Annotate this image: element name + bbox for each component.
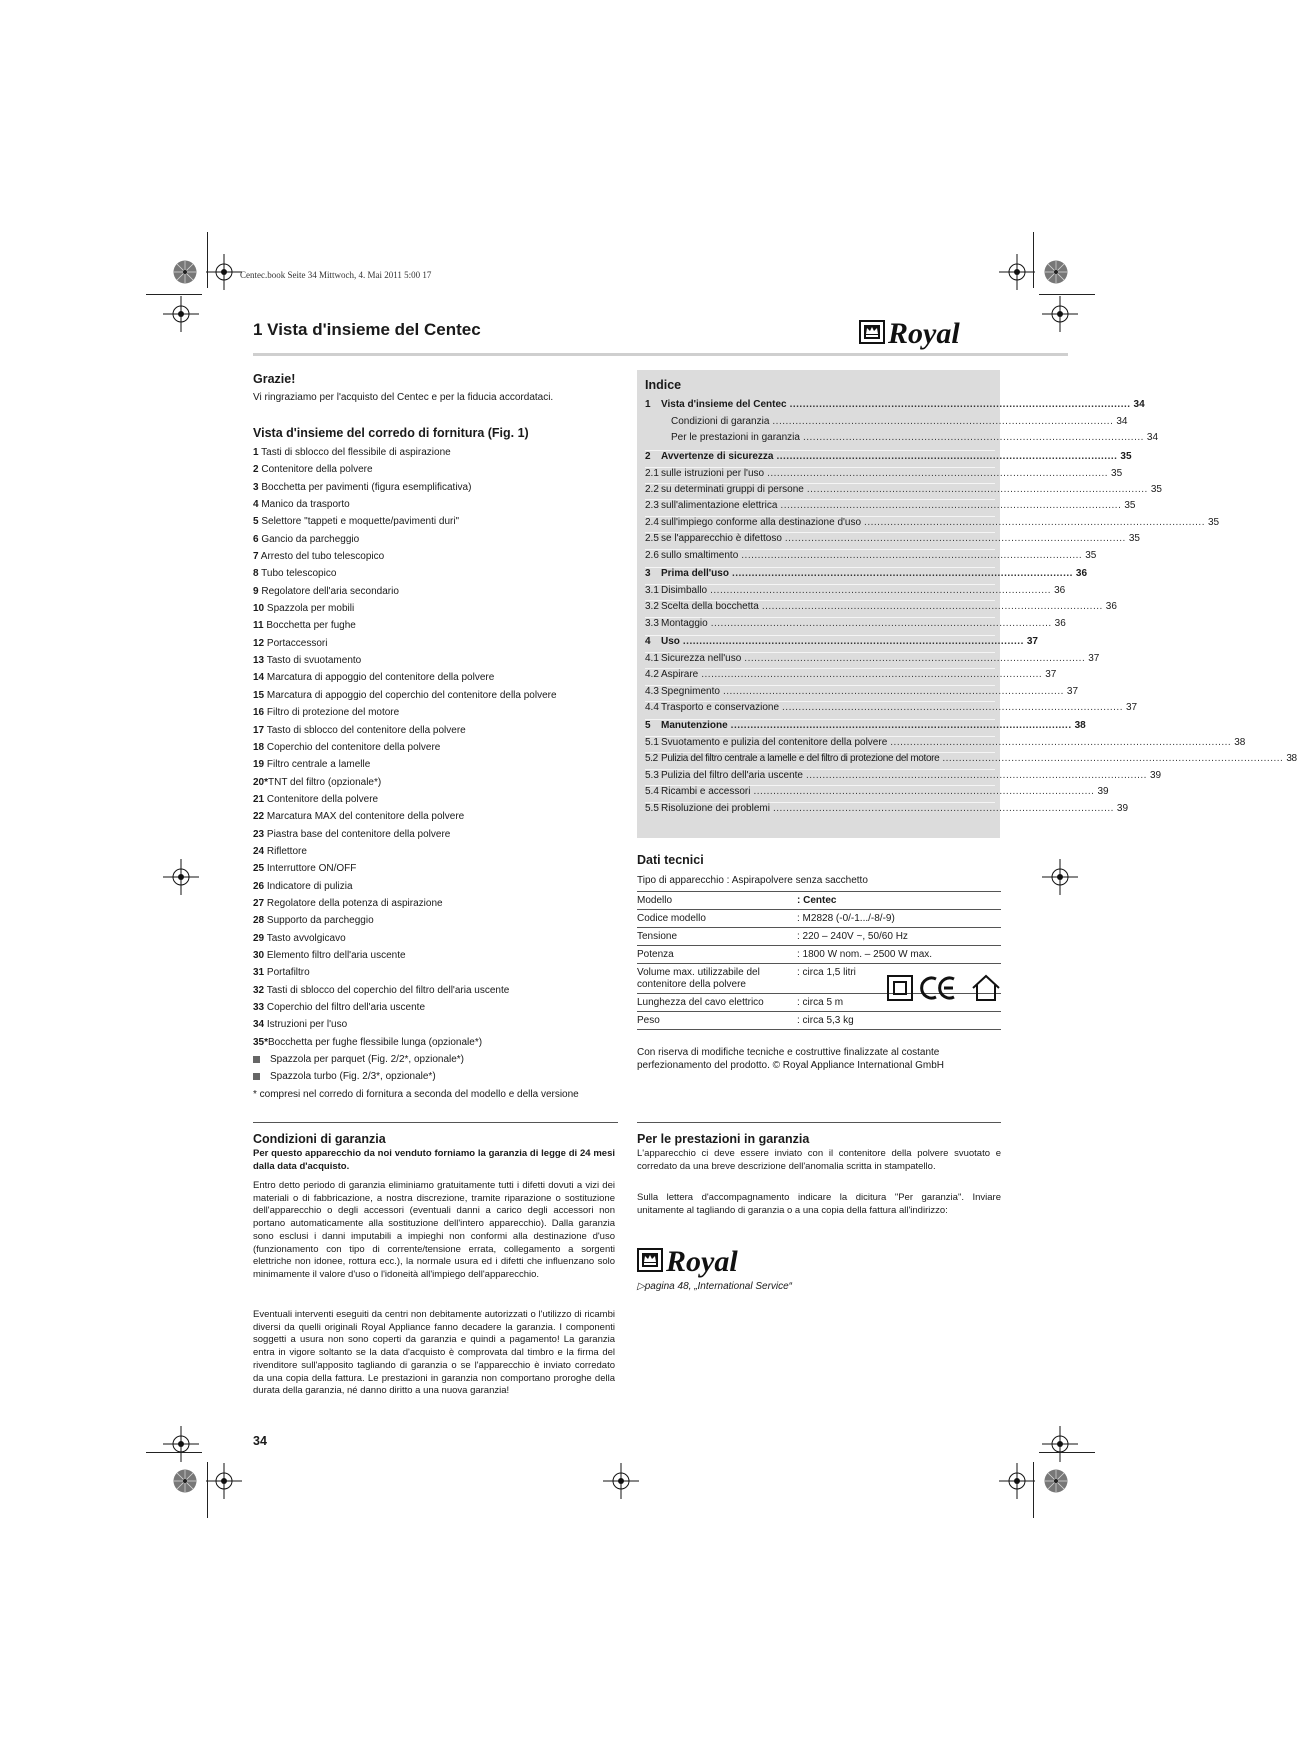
service-heading: Per le prestazioni in garanzia xyxy=(637,1132,810,1146)
parts-footnote: * compresi nel corredo di fornitura a seconda del modello e della versione xyxy=(253,1088,579,1100)
tech-row: Potenza : 1800 W nom. – 2500 W max. xyxy=(637,946,1001,964)
registration-mark-left-bottom xyxy=(163,1426,199,1462)
toc-entry[interactable]: 3.1 Disimballo ........................................................................................................ 36 xyxy=(645,585,1066,596)
print-rosette-bottom-left xyxy=(173,1469,197,1493)
print-rosette-top-right xyxy=(1044,260,1068,284)
tech-disclaimer: Con riserva di modifiche tecniche e costruttive finalizzate al costante perfezionamento del prodotto. © Royal Appliance International GmbH xyxy=(637,1047,944,1071)
parts-list-item: 13 Tasto di svuotamento xyxy=(253,655,362,667)
parts-list-item: 15 Marcatura di appoggio del coperchio del contenitore della polvere xyxy=(253,689,557,701)
parts-list xyxy=(253,444,613,1103)
parts-list-item: 28 Supporto da parcheggio xyxy=(253,915,374,927)
toc-entry[interactable]: 4.3 Spegnimento ........................................................................................................ 37 xyxy=(645,686,1079,697)
toc-entry[interactable]: Per le prestazioni in garanzia ........................................................................................................ 34 xyxy=(671,432,1159,443)
warranty-lead: Per questo apparecchio da noi venduto forniamo la garanzia di legge di 24 mesi dalla data d'acquisto. xyxy=(253,1148,615,1172)
parts-list-item: 24 Riflettore xyxy=(253,845,307,857)
registration-mark-right-top xyxy=(1042,296,1078,332)
crop-line xyxy=(146,294,202,295)
parts-list-item: 26 Indicatore di pulizia xyxy=(253,880,353,892)
tech-data-table xyxy=(637,891,1001,1030)
service-paragraph: Sulla lettera d'accompagnamento indicare la dicitura "Per garanzia". Inviare unitamente al tagliando di garanzia o a una copia della fattura all'indirizzo: xyxy=(637,1192,1001,1216)
toc-entry[interactable]: 5.2 Pulizia del filtro centrale a lamelle e del filtro di protezione del motore ........................................................................................................ 38 xyxy=(645,753,1297,764)
parts-list-item: 21 Contenitore della polvere xyxy=(253,793,379,805)
toc-entry[interactable]: 3.2 Scelta della bocchetta ........................................................................................................ 36 xyxy=(645,601,1117,612)
toc-entry[interactable]: 2.6 sullo smaltimento ........................................................................................................ 35 xyxy=(645,550,1097,561)
parts-list-item: 20*TNT del filtro (opzionale*) xyxy=(253,776,382,788)
parts-list-item: 35*Bocchetta per fughe flessibile lunga (opzionale*) xyxy=(253,1036,483,1048)
toc-entry[interactable]: 5.5 Risoluzione dei problemi ........................................................................................................ 39 xyxy=(645,803,1129,814)
index-box xyxy=(637,370,1297,838)
tech-type-line: Tipo di apparecchio : Aspirapolvere senza sacchetto xyxy=(637,875,868,886)
warranty-paragraph: Eventuali interventi eseguiti da centri non debitamente autorizzati o l'utilizzo di ricambi diversi da quelli originali Royal Appliance fanno decadere la garanzia. I componenti soggetti a usura non sono coperti da garanzia e quindi a pagamento! La garanzia entra in vigore soltanto se la data d'acquisto è comprovata dal timbro e la firma del rivenditore sull'apposito tagliando di garanzia o se l'apparecchio è inviato corredato da una copia della fattura. Le prestazioni in garanzia non comportano proroghe della durata della garanzia, né danno diritto a una nuova garanzia! xyxy=(253,1309,615,1397)
parts-list-item: 11 Bocchetta per fughe xyxy=(253,620,356,632)
tech-row: Tensione : 220 – 240V ~, 50/60 Hz xyxy=(637,928,1001,946)
parts-list-item: 25 Interruttore ON/OFF xyxy=(253,863,357,875)
parts-list-item: 32 Tasti di sblocco del coperchio del filtro dell'aria uscente xyxy=(253,984,510,996)
parts-list-item: 14 Marcatura di appoggio del contenitore della polvere xyxy=(253,672,495,684)
registration-mark-right-middle xyxy=(1042,859,1078,895)
registration-mark-right-bottom xyxy=(1042,1426,1078,1462)
parts-list-item: 19 Filtro centrale a lamelle xyxy=(253,759,371,771)
registration-mark-left-middle xyxy=(163,859,199,895)
parts-list-item: 8 Tubo telescopico xyxy=(253,568,337,580)
crop-line xyxy=(1033,1462,1034,1518)
toc-entry[interactable]: Condizioni di garanzia ........................................................................................................ 34 xyxy=(671,416,1128,427)
parts-list-item: 29 Tasto avvolgicavo xyxy=(253,932,346,944)
parts-list-item: 3 Bocchetta per pavimenti (figura esemplificativa) xyxy=(253,481,472,493)
parts-list-item: 22 Marcatura MAX del contenitore della polvere xyxy=(253,811,465,823)
service-reference-text: pagina 48, „International Service“ xyxy=(644,1281,793,1292)
warranty-heading: Condizioni di garanzia xyxy=(253,1132,386,1146)
parts-list-item: 2 Contenitore della polvere xyxy=(253,464,373,476)
royal-logo xyxy=(858,312,1008,350)
parts-list-item: 27 Regolatore della potenza di aspirazione xyxy=(253,897,443,909)
parts-list-item: 5 Selettore "tappeti e moquette/pavimenti duri" xyxy=(253,516,460,528)
square-bullet-icon xyxy=(253,1056,260,1063)
toc-entry[interactable]: 2.4 sull'impiego conforme alla destinazione d'uso ........................................................................................................ 35 xyxy=(645,517,1220,528)
parts-list-item: 1 Tasti di sblocco del flessibile di aspirazione xyxy=(253,447,451,458)
registration-mark-bottom-center xyxy=(603,1463,639,1499)
parts-list-item: 34 Istruzioni per l'uso xyxy=(253,1019,348,1031)
overview-heading: Vista d'insieme del corredo di fornitura (Fig. 1) xyxy=(253,426,529,440)
parts-list-item: 17 Tasto di sblocco del contenitore della polvere xyxy=(253,724,466,736)
toc-entry[interactable]: 5.3 Pulizia del filtro dell'aria uscente ........................................................................................................ 39 xyxy=(645,770,1162,781)
toc-entry[interactable]: 3.3 Montaggio ........................................................................................................ 36 xyxy=(645,618,1066,629)
royal-logo xyxy=(636,1240,786,1278)
chapter-title: 1 Vista d'insieme del Centec xyxy=(253,320,481,339)
toc-entry[interactable]: 4.2 Aspirare ........................................................................................................ 37 xyxy=(645,669,1057,680)
toc-entry[interactable]: 2.2 su determinati gruppi di persone ........................................................................................................ 35 xyxy=(645,484,1162,495)
svg-text:Royal: Royal xyxy=(666,1245,738,1278)
page-number: 34 xyxy=(253,1434,267,1448)
toc-entry[interactable]: 4.1 Sicurezza nell'uso ........................................................................................................ 37 xyxy=(645,653,1100,664)
tech-row: Modello : Centec xyxy=(637,892,1001,910)
parts-list-bullet: Spazzola per parquet (Fig. 2/2*, opzionale*) xyxy=(253,1051,613,1068)
parts-list-bullet: Spazzola turbo (Fig. 2/3*, opzionale*) xyxy=(253,1068,613,1085)
toc-entry[interactable]: 5.1 Svuotamento e pulizia del contenitore della polvere ........................................................................................................ 38 xyxy=(645,737,1246,748)
crop-line xyxy=(1039,294,1095,295)
crop-line xyxy=(207,232,208,288)
toc-entry[interactable]: 2.3 sull'alimentazione elettrica ........................................................................................................ 35 xyxy=(645,500,1136,511)
double-insulation-icon xyxy=(888,976,912,1000)
tech-row: Lunghezza del cavo elettrico : circa 5 m xyxy=(637,994,1001,1012)
toc-entry[interactable]: 3 Prima dell'uso ........................................................................................................ 36 xyxy=(645,568,1088,579)
parts-list-item: 4 Manico da trasporto xyxy=(253,499,350,511)
print-rosette-bottom-right xyxy=(1044,1469,1068,1493)
crop-line xyxy=(1039,1452,1095,1453)
parts-list-item: 30 Elemento filtro dell'aria uscente xyxy=(253,949,406,961)
toc-entry[interactable]: 4.4 Trasporto e conservazione ........................................................................................................ 37 xyxy=(645,702,1138,713)
ce-mark-icon xyxy=(922,978,954,998)
registration-mark-bottom-left xyxy=(206,1463,242,1499)
warranty-paragraph: Entro detto periodo di garanzia eliminiamo gratuitamente tutti i difetti dovuti a vizi dei materiali o di fabbricazione, a nostra discrezione, tramite riparazione o sostituzione dell'apparecchio o degli accessori (eventuali danni a carico degli accessori non portano automaticamente alla sostituzione dell'intero apparecchio). Dalla garanzia sono esclusi i danni imputabili a impieghi non conformi alla destinazione d'uso (funzionamento con tipo di corrente/tensione errata, collegamento a sorgenti elettriche non idonee, rottura ecc.), la normale usura ed i difetti che influenzano solo minimamente il valore d'uso o l'idoneità all'impiego dell'apparecchio. xyxy=(253,1180,615,1280)
tech-row: Codice modello : M2828 (-0/-1.../-8/-9) xyxy=(637,910,1001,928)
service-reference[interactable] xyxy=(637,1281,792,1292)
registration-mark-top-right xyxy=(999,254,1035,290)
section-divider xyxy=(637,1122,1001,1123)
parts-list-item: 23 Piastra base del contenitore della polvere xyxy=(253,828,451,840)
toc-entry[interactable]: 5 Manutenzione ........................................................................................................ 38 xyxy=(645,720,1086,731)
toc-entry[interactable]: 5.4 Ricambi e accessori ........................................................................................................ 39 xyxy=(645,786,1109,797)
parts-list-item: 12 Portaccessori xyxy=(253,637,328,649)
thanks-heading: Grazie! xyxy=(253,372,296,386)
toc-entry[interactable]: 1 Vista d'insieme del Centec ........................................................................................................ 34 xyxy=(645,399,1145,410)
tech-row: Peso : circa 5,3 kg xyxy=(637,1012,1001,1030)
crop-line xyxy=(146,1452,202,1453)
parts-list-item: 9 Regolatore dell'aria secondario xyxy=(253,585,399,597)
certification-icons xyxy=(886,972,1002,1004)
thanks-text: Vi ringraziamo per l'acquisto del Centec e per la fiducia accordataci. xyxy=(253,392,554,403)
registration-mark-bottom-right xyxy=(999,1463,1035,1499)
parts-list-item: 18 Coperchio del contenitore della polvere xyxy=(253,741,441,753)
registration-mark-left-top xyxy=(163,296,199,332)
svg-text:Royal: Royal xyxy=(888,317,960,350)
header-rule xyxy=(253,353,1068,356)
crop-line xyxy=(207,1462,208,1518)
toc-entry[interactable]: 2.1 sulle istruzioni per l'uso ........................................................................................................ 35 xyxy=(645,468,1123,479)
print-rosette-top-left xyxy=(173,260,197,284)
toc-entry[interactable]: 4 Uso ........................................................................................................ 37 xyxy=(645,636,1038,647)
book-meta-line: Centec.book Seite 34 Mittwoch, 4. Mai 2011 5:00 17 xyxy=(240,270,432,280)
parts-list-item: 7 Arresto del tubo telescopico xyxy=(253,551,385,563)
parts-list-item: 31 Portafiltro xyxy=(253,967,310,979)
tech-data-heading: Dati tecnici xyxy=(637,853,704,867)
toc-entry[interactable]: 2 Avvertenze di sicurezza ........................................................................................................ 35 xyxy=(645,451,1132,462)
parts-list-item: 33 Coperchio del filtro dell'aria uscente xyxy=(253,1002,426,1013)
toc-entry[interactable]: 2.5 se l'apparecchio è difettoso ........................................................................................................ 35 xyxy=(645,533,1140,544)
triangle-right-icon: ▷ xyxy=(637,1281,645,1292)
house-icon xyxy=(973,976,999,1000)
parts-list-item: 16 Filtro di protezione del motore xyxy=(253,707,400,719)
section-divider xyxy=(253,1122,618,1123)
square-bullet-icon xyxy=(253,1073,260,1080)
parts-list-item: 6 Gancio da parcheggio xyxy=(253,533,360,545)
parts-list-item: 10 Spazzola per mobili xyxy=(253,603,355,615)
crop-line xyxy=(1033,232,1034,288)
service-paragraph: L'apparecchio ci deve essere inviato con il contenitore della polvere svuotato e corredato da una breve descrizione dell'anomalia scritta in stampatello. xyxy=(637,1148,1001,1172)
index-title: Indice xyxy=(645,378,682,392)
registration-mark-top-left xyxy=(206,254,242,290)
tech-row: Volume max. utilizzabile del contenitore della polvere : circa 1,5 litri xyxy=(637,964,1001,994)
